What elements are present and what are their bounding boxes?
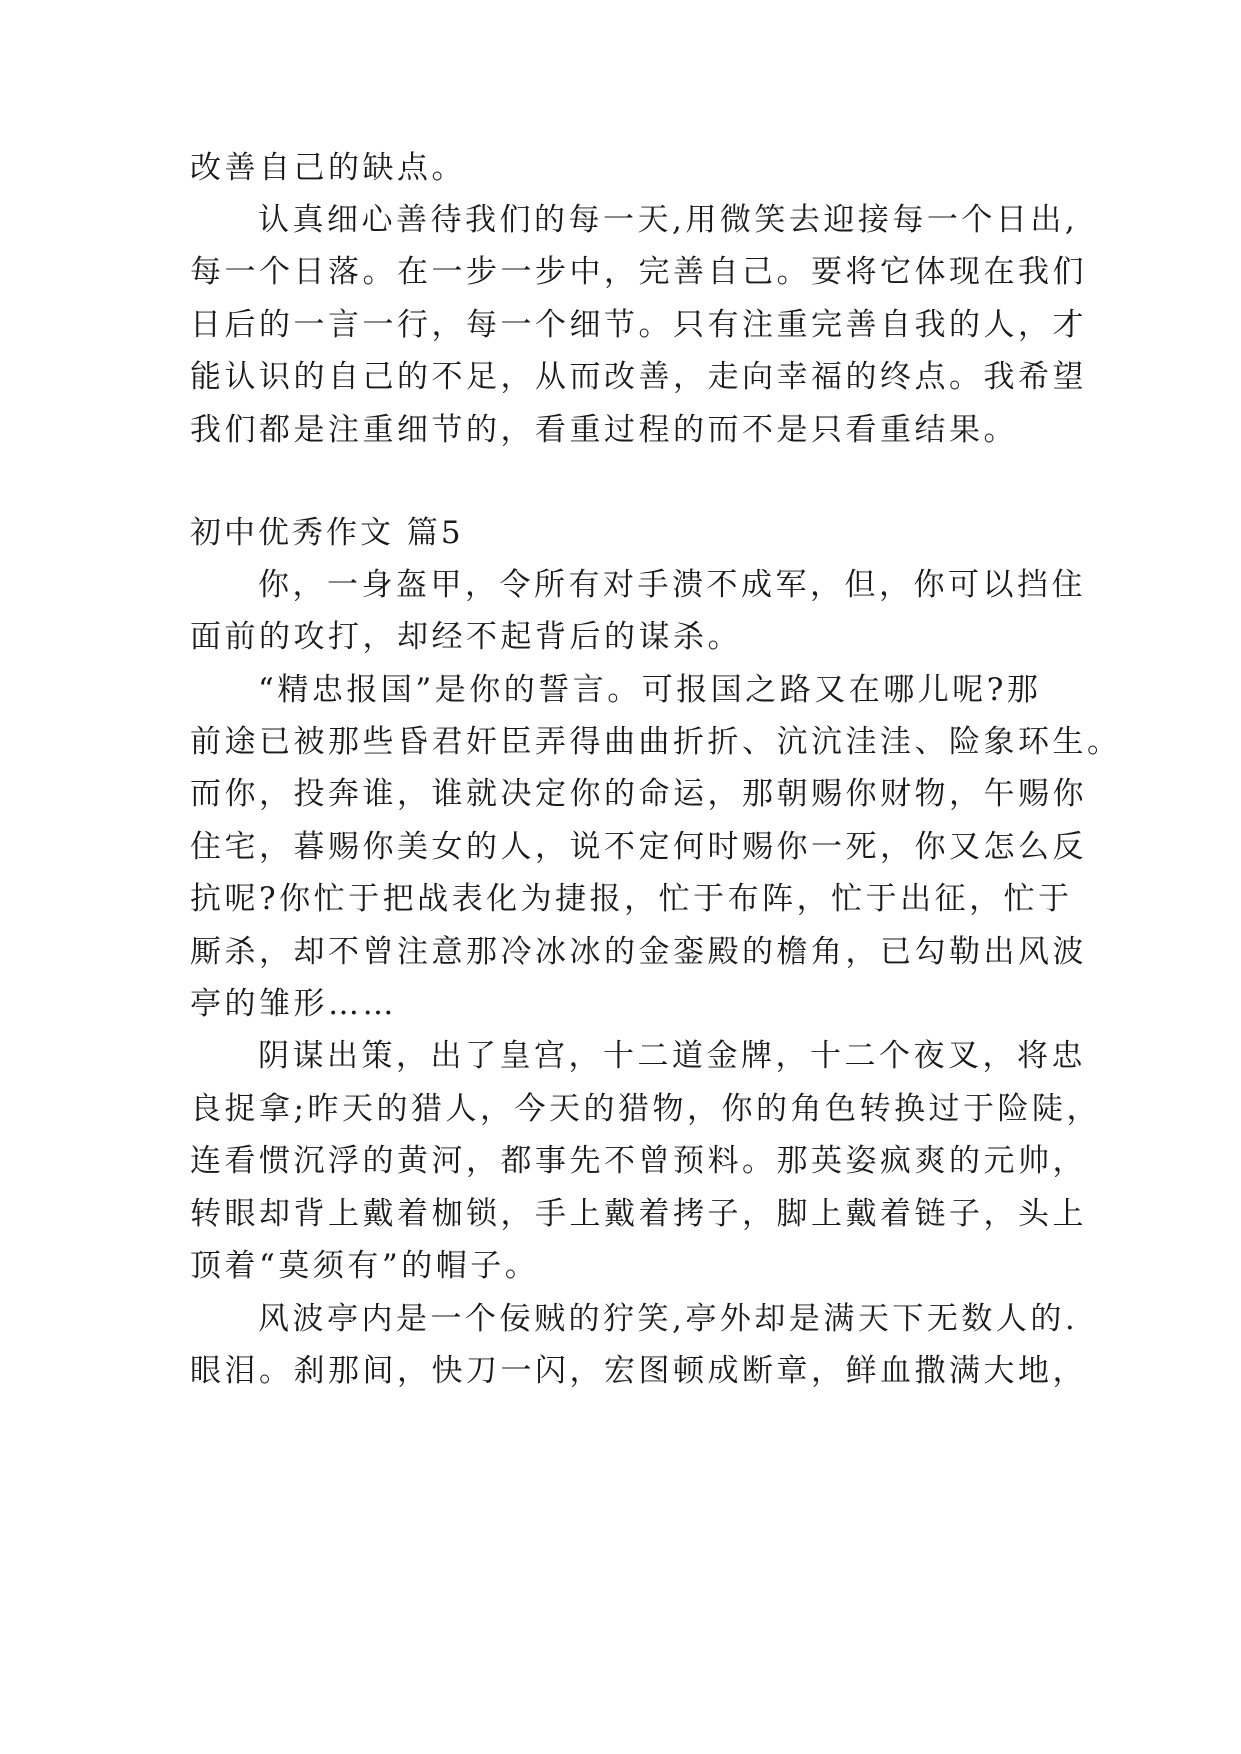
text-line: 顶着“莫须有”的帽子。 [190,1248,540,1284]
text-line: 住宅，暮赐你美女的人，说不定何时赐你一死，你又怎么反 [190,829,1087,865]
text-line: 改善自己的缺点。 [190,150,466,186]
text-line: 前途已被那些昏君奸臣弄得曲曲折折、沆沆洼洼、险象环生。 [190,724,1122,760]
text-line: 能认识的自己的不足，从而改善，走向幸福的终点。我希望 [190,359,1087,395]
paragraph-first-line: 你，一身盔甲，令所有对手溃不成军，但，你可以挡住 [258,567,1086,603]
text-line: 每一个日落。在一步一步中，完善自己。要将它体现在我们 [190,254,1087,290]
paragraph-first-line: 认真细心善待我们的每一天,用微笑去迎接每一个日出, [258,202,1079,238]
text-line: 厮杀，却不曾注意那冷冰冰的金銮殿的檐角，已勾勒出风波 [190,934,1087,970]
text-line: 而你，投奔谁，谁就决定你的命运，那朝赐你财物，午赐你 [190,776,1087,812]
text-line: 日后的一言一行，每一个细节。只有注重完善自我的人，才 [190,307,1087,343]
text-line: 良捉拿;昨天的猎人，今天的猎物，你的角色转换过于险陡， [190,1091,1101,1127]
section-title: 初中优秀作文 篇5 [190,515,464,551]
paragraph-first-line: “精忠报国”是你的誓言。可报国之路又在哪儿呢?那 [258,672,1042,708]
paragraph-first-line: 风波亭内是一个佞贼的狞笑,亭外却是满天下无数人的. [258,1301,1079,1337]
text-line: 转眼却背上戴着枷锁，手上戴着拷子，脚上戴着链子，头上 [190,1196,1087,1232]
text-line: 眼泪。刹那间，快刀一闪，宏图顿成断章，鲜血撒满大地， [190,1353,1087,1389]
text-line: 抗呢?你忙于把战表化为捷报，忙于布阵，忙于出征，忙于 [190,881,1073,917]
text-line: 亭的雏形…… [190,986,397,1022]
paragraph-first-line: 阴谋出策，出了皇宫，十二道金牌，十二个夜叉，将忠 [258,1038,1086,1074]
text-line: 面前的攻打，却经不起背后的谋杀。 [190,619,742,655]
text-line: 我们都是注重细节的，看重过程的而不是只看重结果。 [190,412,1018,448]
text-line: 连看惯沉浮的黄河，都事先不曾预料。那英姿疯爽的元帅， [190,1143,1087,1179]
